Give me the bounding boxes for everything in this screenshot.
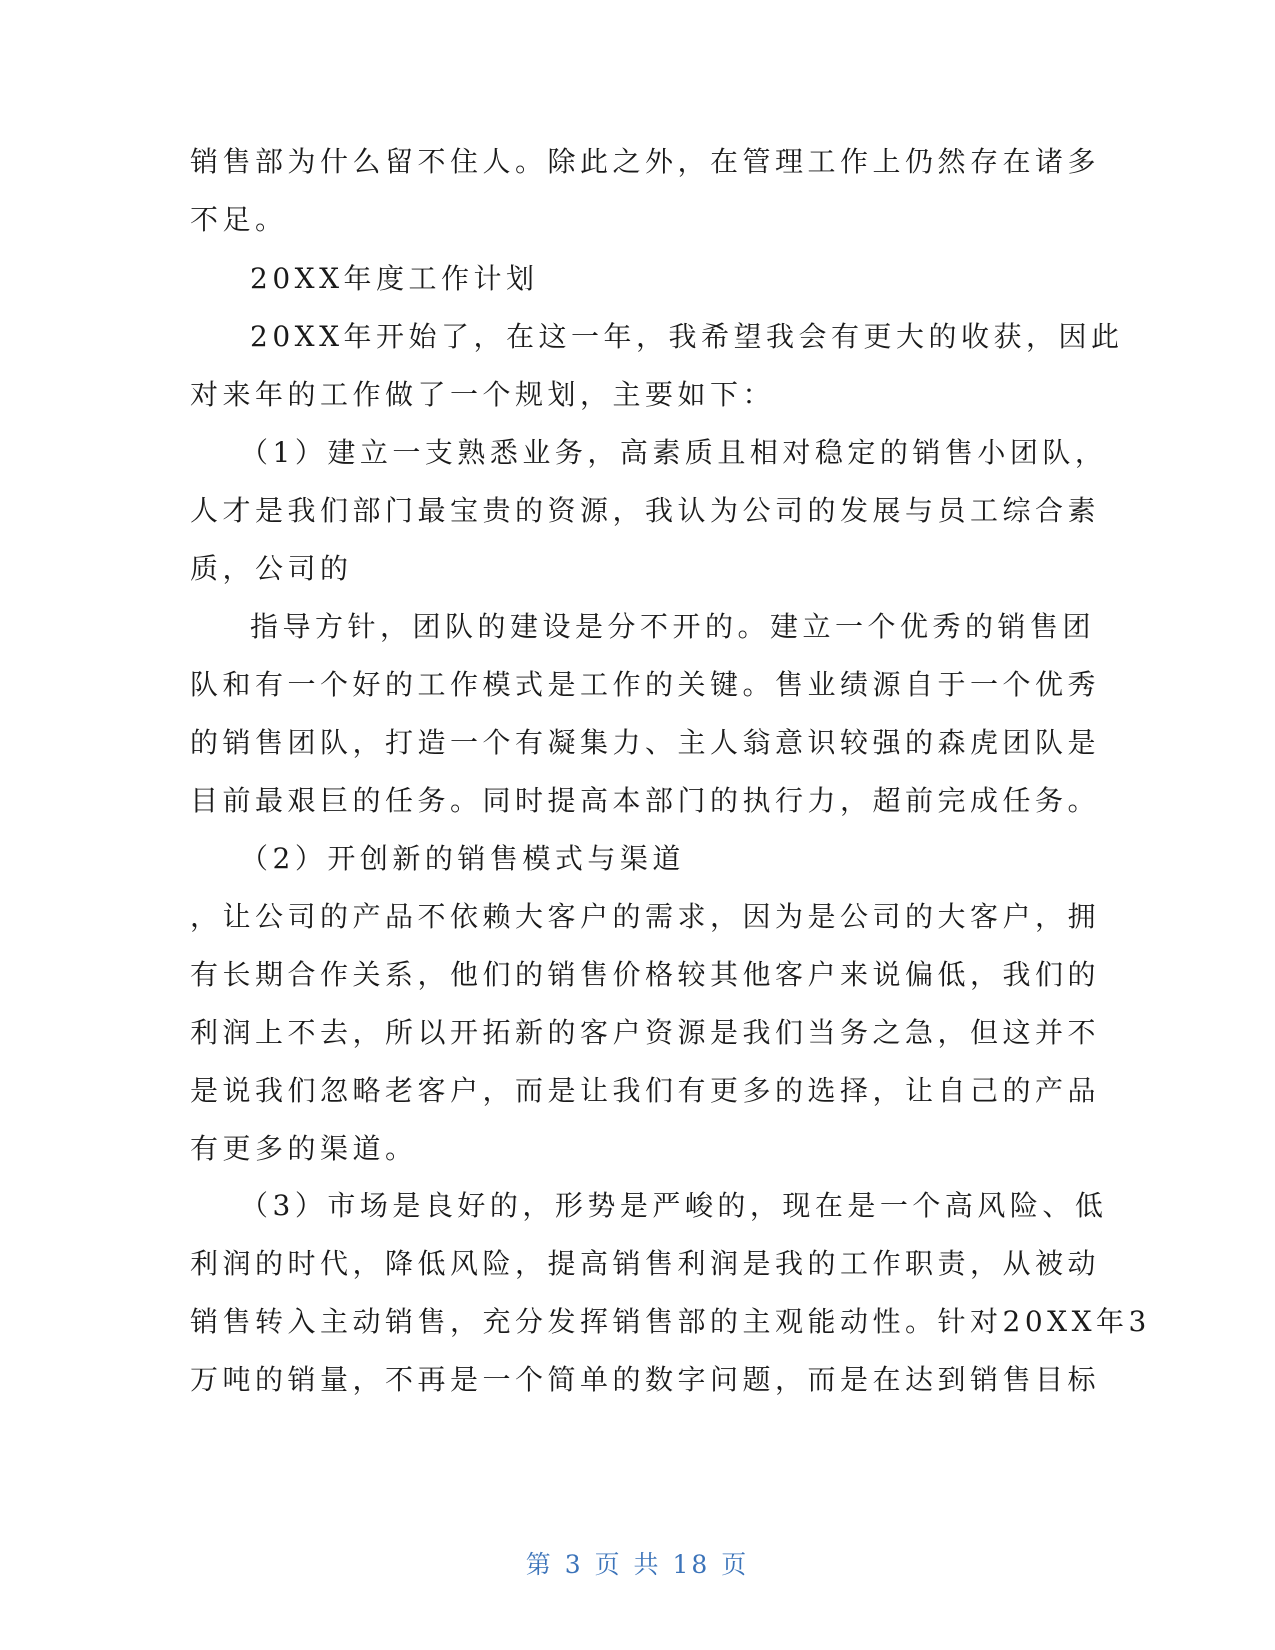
text-line: （1）建立一支熟悉业务，高素质且相对稳定的销售小团队， xyxy=(240,436,1108,469)
text-line: ，让公司的产品不依赖大客户的需求，因为是公司的大客户，拥 xyxy=(190,900,1101,933)
text-line: 队和有一个好的工作模式是工作的关键。售业绩源自于一个优秀 xyxy=(190,668,1101,701)
text-line: 有长期合作关系，他们的销售价格较其他客户来说偏低，我们的 xyxy=(190,958,1101,991)
text-line: （2）开创新的销售模式与渠道 xyxy=(240,842,685,875)
text-line: 销售部为什么留不住人。除此之外，在管理工作上仍然存在诸多 xyxy=(190,145,1101,178)
text-line: 目前最艰巨的任务。同时提高本部门的执行力，超前完成任务。 xyxy=(190,784,1101,817)
section-heading: 20XX年度工作计划 xyxy=(250,262,539,295)
page-number-footer: 第 3 页 共 18 页 xyxy=(525,1550,750,1579)
text-line: 有更多的渠道。 xyxy=(190,1132,418,1165)
text-line: 20XX年开始了，在这一年，我希望我会有更大的收获，因此 xyxy=(250,320,1124,353)
text-line: 是说我们忽略老客户，而是让我们有更多的选择，让自己的产品 xyxy=(190,1074,1101,1107)
text-line: 的销售团队，打造一个有凝集力、主人翁意识较强的森虎团队是 xyxy=(190,726,1101,759)
text-line: 指导方针，团队的建设是分不开的。建立一个优秀的销售团 xyxy=(250,610,1096,643)
text-line: 对来年的工作做了一个规划，主要如下： xyxy=(190,378,776,411)
text-line: 利润的时代，降低风险，提高销售利润是我的工作职责，从被动 xyxy=(190,1247,1101,1280)
text-line: 利润上不去，所以开拓新的客户资源是我们当务之急，但这并不 xyxy=(190,1016,1101,1049)
text-line: 万吨的销量，不再是一个简单的数字问题，而是在达到销售目标 xyxy=(190,1363,1101,1396)
text-line: （3）市场是良好的，形势是严峻的，现在是一个高风险、低 xyxy=(240,1189,1108,1222)
text-line: 不足。 xyxy=(190,203,288,236)
text-line: 人才是我们部门最宝贵的资源，我认为公司的发展与员工综合素 xyxy=(190,494,1101,527)
text-line: 质，公司的 xyxy=(190,552,353,585)
text-line: 销售转入主动销售，充分发挥销售部的主观能动性。针对20XX年3 xyxy=(190,1305,1151,1338)
